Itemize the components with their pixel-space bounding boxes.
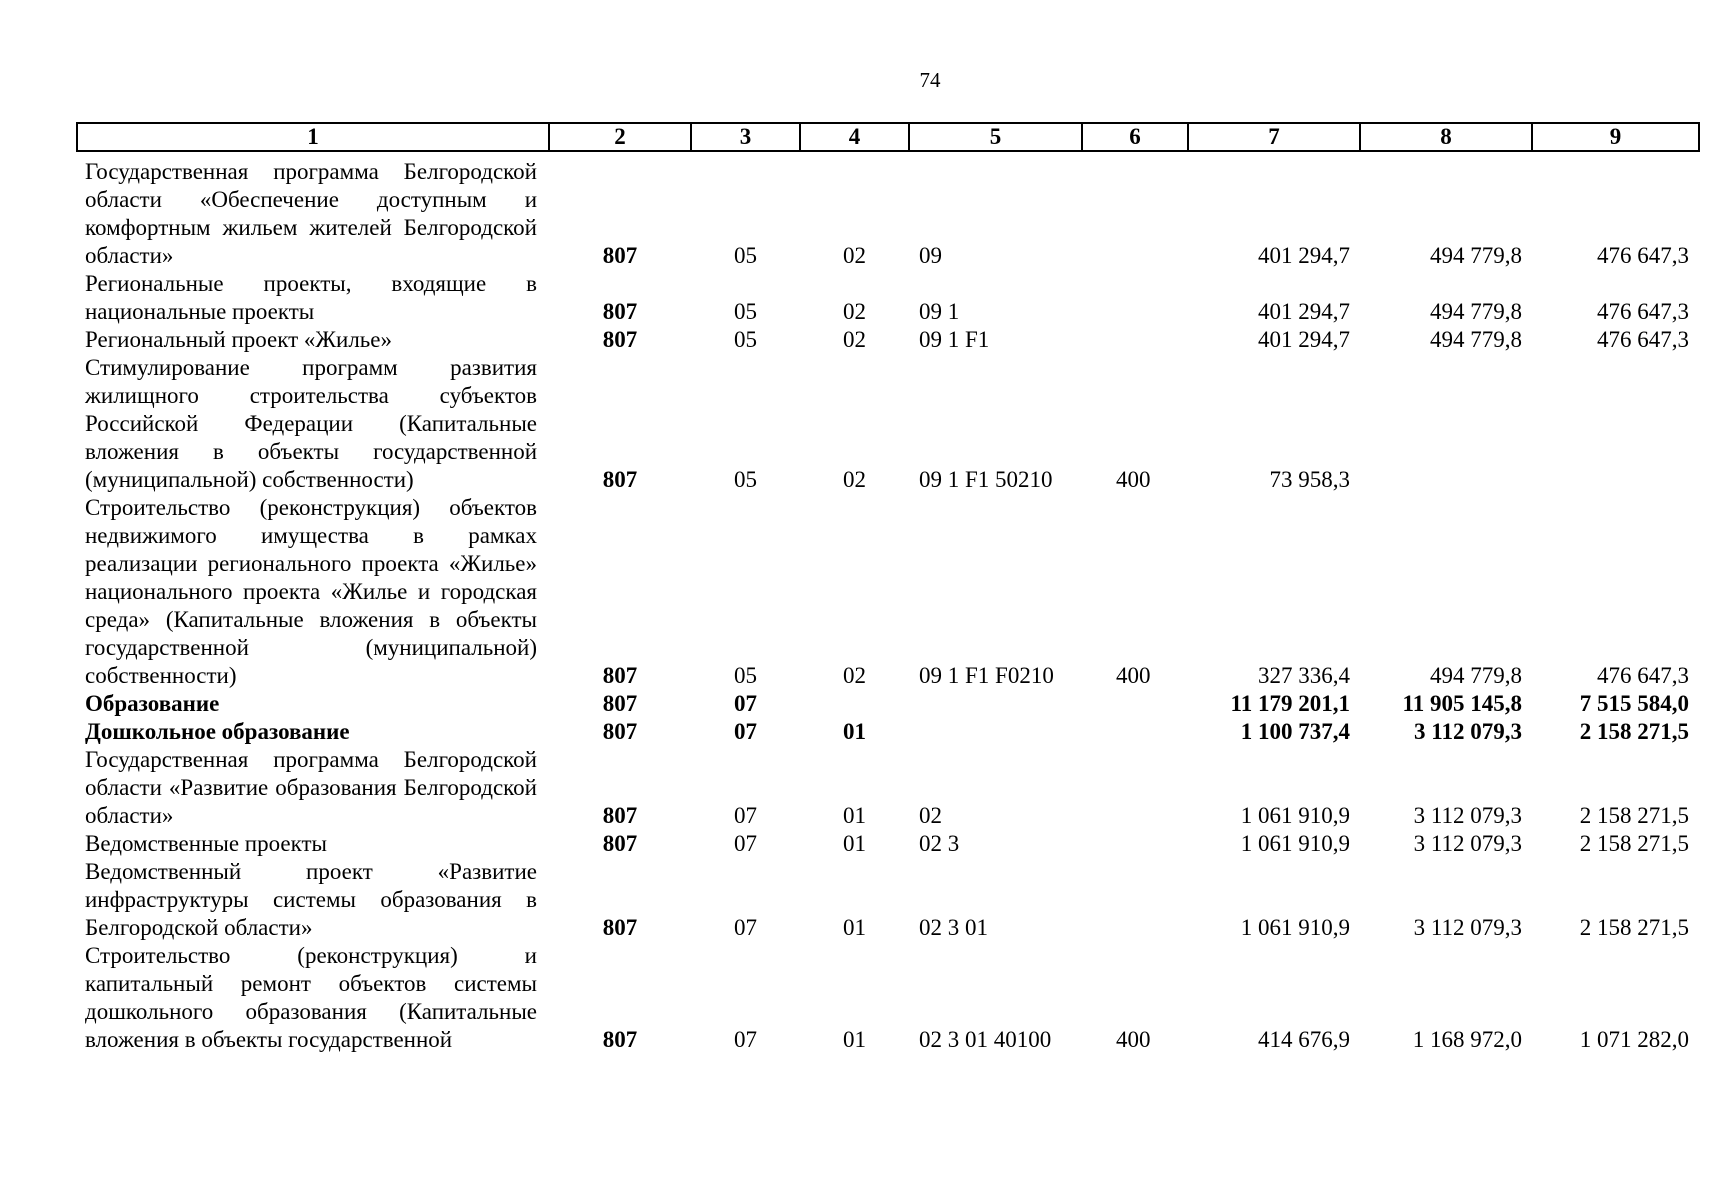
row-col-7: 327 336,4 xyxy=(1258,663,1350,688)
row-col-8: 494 779,8 xyxy=(1430,299,1522,324)
row-col-3: 05 xyxy=(734,327,757,352)
row-col-2: 807 xyxy=(602,327,638,352)
row-col-7: 1 100 737,4 xyxy=(1240,719,1350,744)
row-col-7: 1 061 910,9 xyxy=(1240,803,1350,828)
row-name: Государственная программа Белгородской области «Обеспечение доступным и комфортным жильем жителей Белгородской области» xyxy=(85,159,537,268)
row-name: Дошкольное образование xyxy=(85,719,350,744)
table-row xyxy=(77,718,1699,746)
row-col-9: 476 647,3 xyxy=(1597,299,1689,324)
header-col-8: 8 xyxy=(1360,123,1532,151)
row-col-3: 07 xyxy=(734,915,757,940)
row-col-4: 01 xyxy=(843,915,866,940)
row-col-4: 01 xyxy=(843,1027,866,1052)
row-col-3: 05 xyxy=(734,243,757,268)
row-col-9: 476 647,3 xyxy=(1597,663,1689,688)
row-col-6 xyxy=(1082,830,1188,858)
row-col-2: 807 xyxy=(602,467,638,492)
row-col-8: 3 112 079,3 xyxy=(1413,831,1522,856)
row-col-2: 807 xyxy=(602,1027,638,1052)
row-col-8: 494 779,8 xyxy=(1430,663,1522,688)
row-col-6: 400 xyxy=(1116,467,1151,492)
row-name: Строительство (реконструкция) и капитальный ремонт объектов системы дошкольного образования (Капитальные вложения в объекты государственной xyxy=(85,943,537,1052)
row-col-9: 1 071 282,0 xyxy=(1579,1027,1689,1052)
row-col-9 xyxy=(1532,354,1699,494)
row-col-7: 401 294,7 xyxy=(1258,327,1350,352)
row-name: Строительство (реконструкция) объектов недвижимого имущества в рамках реализации регионального проекта «Жилье» национального проекта «Жилье и городская среда» (Капитальные вложения в объекты государственной (муниципальной) собственности) xyxy=(85,495,537,688)
row-col-5: 09 1 F1 F0210 xyxy=(919,663,1054,688)
header-col-4: 4 xyxy=(800,123,909,151)
row-col-9: 2 158 271,5 xyxy=(1579,803,1689,828)
row-col-6 xyxy=(1082,151,1188,270)
table-row xyxy=(77,151,1699,270)
header-col-1: 1 xyxy=(77,123,549,151)
row-col-2: 807 xyxy=(602,803,638,828)
row-col-8 xyxy=(1360,354,1532,494)
row-col-9: 7 515 584,0 xyxy=(1579,691,1689,716)
row-col-5 xyxy=(909,690,1082,718)
table-row xyxy=(77,690,1699,718)
table-body xyxy=(77,151,1699,1054)
row-col-9: 2 158 271,5 xyxy=(1579,719,1689,744)
table-row xyxy=(77,746,1699,830)
row-col-7: 1 061 910,9 xyxy=(1240,831,1350,856)
row-col-3: 05 xyxy=(734,299,757,324)
row-col-5: 02 xyxy=(919,803,942,828)
row-col-3: 05 xyxy=(734,467,757,492)
table-row xyxy=(77,354,1699,494)
row-col-9: 476 647,3 xyxy=(1597,327,1689,352)
row-col-5 xyxy=(909,718,1082,746)
row-col-4 xyxy=(800,690,909,718)
row-col-2: 807 xyxy=(602,691,638,716)
header-col-5: 5 xyxy=(909,123,1082,151)
row-col-5: 09 1 xyxy=(919,299,960,324)
row-name: Образование xyxy=(85,691,220,716)
row-col-6 xyxy=(1082,270,1188,326)
table-row xyxy=(77,858,1699,942)
row-col-2: 807 xyxy=(602,243,638,268)
row-col-4: 02 xyxy=(843,327,866,352)
row-col-5: 09 xyxy=(919,243,942,268)
table-row xyxy=(77,494,1699,690)
row-col-2: 807 xyxy=(602,719,638,744)
row-col-5: 02 3 xyxy=(919,831,960,856)
header-col-7: 7 xyxy=(1188,123,1360,151)
table-row xyxy=(77,942,1699,1054)
row-col-4: 02 xyxy=(843,467,866,492)
header-col-3: 3 xyxy=(691,123,800,151)
row-col-5: 02 3 01 xyxy=(919,915,988,940)
row-col-8: 11 905 145,8 xyxy=(1402,691,1522,716)
row-name: Государственная программа Белгородской области «Развитие образования Белгородской области» xyxy=(85,747,537,828)
row-col-2: 807 xyxy=(602,831,638,856)
row-name: Ведомственный проект «Развитие инфраструктуры системы образования в Белгородской области» xyxy=(85,859,537,940)
row-col-8: 1 168 972,0 xyxy=(1412,1027,1522,1052)
row-col-5: 02 3 01 40100 xyxy=(919,1027,1052,1052)
row-col-4: 01 xyxy=(843,831,866,856)
row-col-8: 3 112 079,3 xyxy=(1414,719,1522,744)
header-col-9: 9 xyxy=(1532,123,1699,151)
row-name: Стимулирование программ развития жилищного строительства субъектов Российской Федерации (Капитальные вложения в объекты государственной (муниципальной) собственности) xyxy=(85,355,537,492)
row-col-4: 02 xyxy=(843,299,866,324)
row-col-9: 2 158 271,5 xyxy=(1579,831,1689,856)
row-col-4: 01 xyxy=(843,803,866,828)
row-col-6 xyxy=(1082,858,1188,942)
row-col-6 xyxy=(1082,718,1188,746)
row-col-8: 494 779,8 xyxy=(1430,327,1522,352)
row-col-5: 09 1 F1 xyxy=(919,327,990,352)
page-number: 74 xyxy=(919,68,941,92)
row-col-8: 3 112 079,3 xyxy=(1413,803,1522,828)
header-col-6: 6 xyxy=(1082,123,1188,151)
row-col-6: 400 xyxy=(1116,1027,1151,1052)
row-col-8: 494 779,8 xyxy=(1430,243,1522,268)
row-col-4: 01 xyxy=(843,719,866,744)
row-col-3: 07 xyxy=(734,831,757,856)
row-col-8: 3 112 079,3 xyxy=(1413,915,1522,940)
row-col-7: 11 179 201,1 xyxy=(1230,691,1350,716)
row-col-2: 807 xyxy=(602,299,638,324)
row-col-6: 400 xyxy=(1116,663,1151,688)
row-name: Региональный проект «Жилье» xyxy=(85,327,393,352)
row-col-9: 476 647,3 xyxy=(1597,243,1689,268)
row-col-3: 05 xyxy=(734,663,757,688)
row-col-5: 09 1 F1 50210 xyxy=(919,467,1053,492)
row-col-2: 807 xyxy=(602,915,638,940)
row-col-6 xyxy=(1082,326,1188,354)
row-col-7: 73 958,3 xyxy=(1269,467,1350,492)
row-col-3: 07 xyxy=(734,803,757,828)
row-col-7: 401 294,7 xyxy=(1258,299,1350,324)
row-col-2: 807 xyxy=(602,663,638,688)
row-col-4: 02 xyxy=(843,243,866,268)
row-name: Ведомственные проекты xyxy=(85,831,327,856)
row-col-7: 401 294,7 xyxy=(1258,243,1350,268)
row-col-3: 07 xyxy=(734,691,757,716)
table-row xyxy=(77,830,1699,858)
row-name: Региональные проекты, входящие в национальные проекты xyxy=(85,271,537,324)
row-col-6 xyxy=(1082,690,1188,718)
row-col-9: 2 158 271,5 xyxy=(1579,915,1689,940)
table-row xyxy=(77,326,1699,354)
row-col-6 xyxy=(1082,746,1188,830)
row-col-3: 07 xyxy=(734,719,757,744)
header-col-2: 2 xyxy=(549,123,691,151)
row-col-4: 02 xyxy=(843,663,866,688)
table-row xyxy=(77,270,1699,326)
row-col-3: 07 xyxy=(734,1027,757,1052)
row-col-7: 1 061 910,9 xyxy=(1240,915,1350,940)
budget-table xyxy=(76,122,1700,1054)
row-col-7: 414 676,9 xyxy=(1258,1027,1350,1052)
header-row xyxy=(77,123,1699,151)
